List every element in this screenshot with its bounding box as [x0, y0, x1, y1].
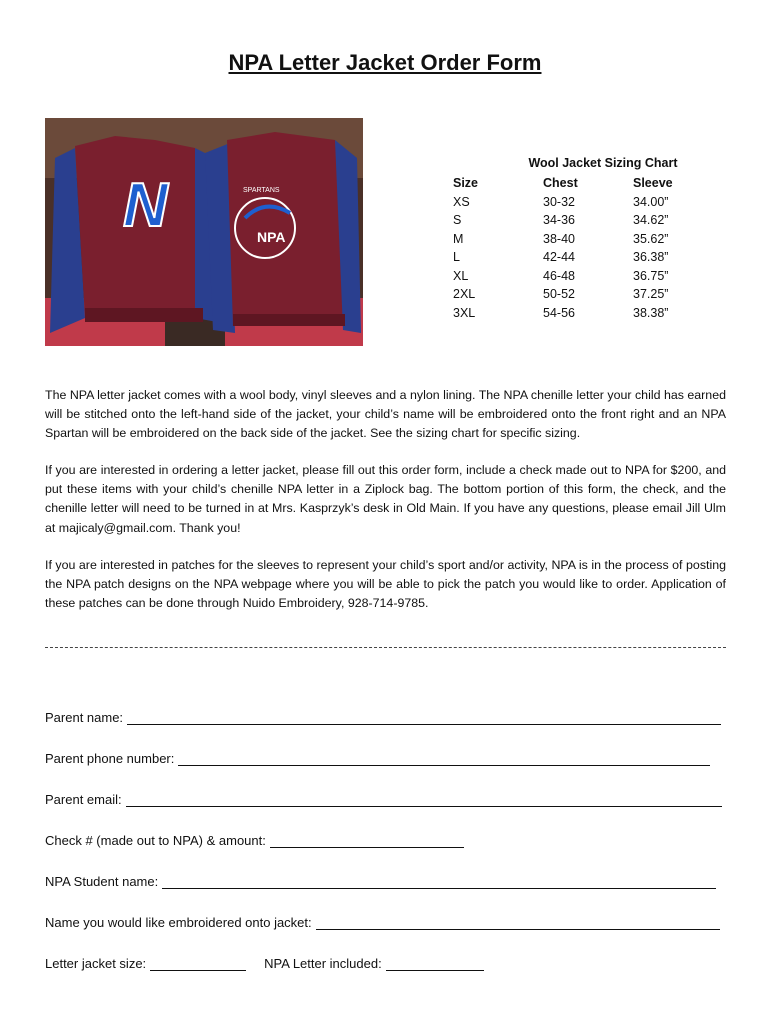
parent-name-line[interactable]	[127, 709, 721, 725]
sleeve-cell: 34.00”	[633, 194, 669, 209]
table-row	[453, 304, 693, 323]
patch-arc-text: SPARTANS	[243, 187, 280, 194]
chest-cell: 42-44	[543, 250, 575, 265]
header-chest: Chest	[543, 176, 578, 191]
sleeve-cell: 34.62”	[633, 213, 669, 228]
patch-text: NPA	[257, 229, 286, 245]
embroidered-name-field	[45, 910, 720, 930]
jacket-size-line[interactable]	[150, 955, 246, 971]
size-cell: 2XL	[453, 287, 476, 302]
sleeve-cell: 37.25”	[633, 287, 669, 302]
front-letter-n: N	[123, 171, 168, 240]
jacket-size-field	[45, 951, 484, 971]
sizing-chart	[453, 156, 693, 322]
sleeve-cell: 36.75”	[633, 268, 669, 283]
chest-cell: 30-32	[543, 194, 575, 209]
header-size: Size	[453, 176, 479, 191]
chest-cell: 34-36	[543, 213, 575, 228]
sleeve-cell: 36.38”	[633, 250, 669, 265]
parent-email-label: Parent email:	[45, 792, 122, 807]
parent-phone-field	[45, 746, 710, 766]
page-title: NPA Letter Jacket Order Form	[228, 50, 542, 75]
chest-cell: 50-52	[543, 287, 575, 302]
chest-cell: 38-40	[543, 231, 575, 246]
chest-cell: 54-56	[543, 305, 575, 320]
table-row	[453, 267, 693, 286]
chest-cell: 46-48	[543, 268, 575, 283]
size-cell: M	[453, 231, 464, 246]
parent-email-line[interactable]	[126, 791, 722, 807]
size-cell: S	[453, 213, 462, 228]
size-cell: XS	[453, 194, 470, 209]
table-row	[453, 211, 693, 230]
size-cell: 3XL	[453, 305, 476, 320]
table-row	[453, 248, 693, 267]
jacket-size-label: Letter jacket size:	[45, 956, 147, 971]
ordering-instructions-paragraph: If you are interested in ordering a letter jacket, please fill out this order form, include a check made out to NPA for $200, and put these items with your child’s chenille NPA letter in a Ziplock bag. The bottom portion of this form, the check, and the chenille letter will need to be turned in at Mrs. Kasprzyk’s desk in Old Main. If you have any questions, please email Jill Ulm at majicaly@gmail.com. Thank you!	[45, 463, 726, 535]
embroidered-name-label: Name you would like embroidered onto jacket:	[45, 915, 312, 930]
jacket-photo	[45, 118, 363, 346]
table-row	[453, 285, 693, 304]
jacket-illustration	[45, 118, 363, 346]
header-sleeve: Sleeve	[633, 176, 673, 191]
patches-paragraph: If you are interested in patches for the sleeves to represent your child’s sport and/or activity, NPA is in the process of posting the NPA patch designs on the NPA webpage where you will be able to pick the patch you would like to order. Application of these patches can be done through Nuido Embroidery, 928-714-9785.	[45, 558, 726, 611]
sizing-table	[453, 174, 693, 322]
sizing-chart-caption: Wool Jacket Sizing Chart	[528, 156, 678, 170]
letter-included-line[interactable]	[386, 955, 484, 971]
student-name-label: NPA Student name:	[45, 874, 159, 889]
student-name-field	[45, 869, 716, 889]
embroidered-name-line[interactable]	[316, 914, 720, 930]
size-cell: L	[453, 250, 460, 265]
parent-phone-line[interactable]	[178, 750, 710, 766]
check-amount-line[interactable]	[270, 832, 464, 848]
description-paragraph: The NPA letter jacket comes with a wool body, vinyl sleeves and a nylon lining. The NPA chenille letter your child has earned will be stitched onto the left-hand side of the jacket, your child’s name will be embroidered onto the front right and an NPA Spartan will be embroidered on the back side of the jacket. See the sizing chart for specific sizing.	[45, 388, 726, 441]
sizing-table-header	[453, 174, 693, 193]
student-name-line[interactable]	[162, 873, 716, 889]
sleeve-cell: 35.62”	[633, 231, 669, 246]
table-row	[453, 193, 693, 212]
parent-email-field	[45, 787, 722, 807]
parent-name-field	[45, 705, 721, 725]
parent-phone-label: Parent phone number:	[45, 751, 175, 766]
sleeve-cell: 38.38”	[633, 305, 669, 320]
check-amount-label: Check # (made out to NPA) & amount:	[45, 833, 266, 848]
table-row	[453, 230, 693, 249]
parent-name-label: Parent name:	[45, 710, 124, 725]
cut-line-divider	[45, 647, 726, 648]
check-amount-field	[45, 828, 464, 848]
letter-included-label: NPA Letter included:	[264, 956, 382, 971]
size-cell: XL	[453, 268, 469, 283]
